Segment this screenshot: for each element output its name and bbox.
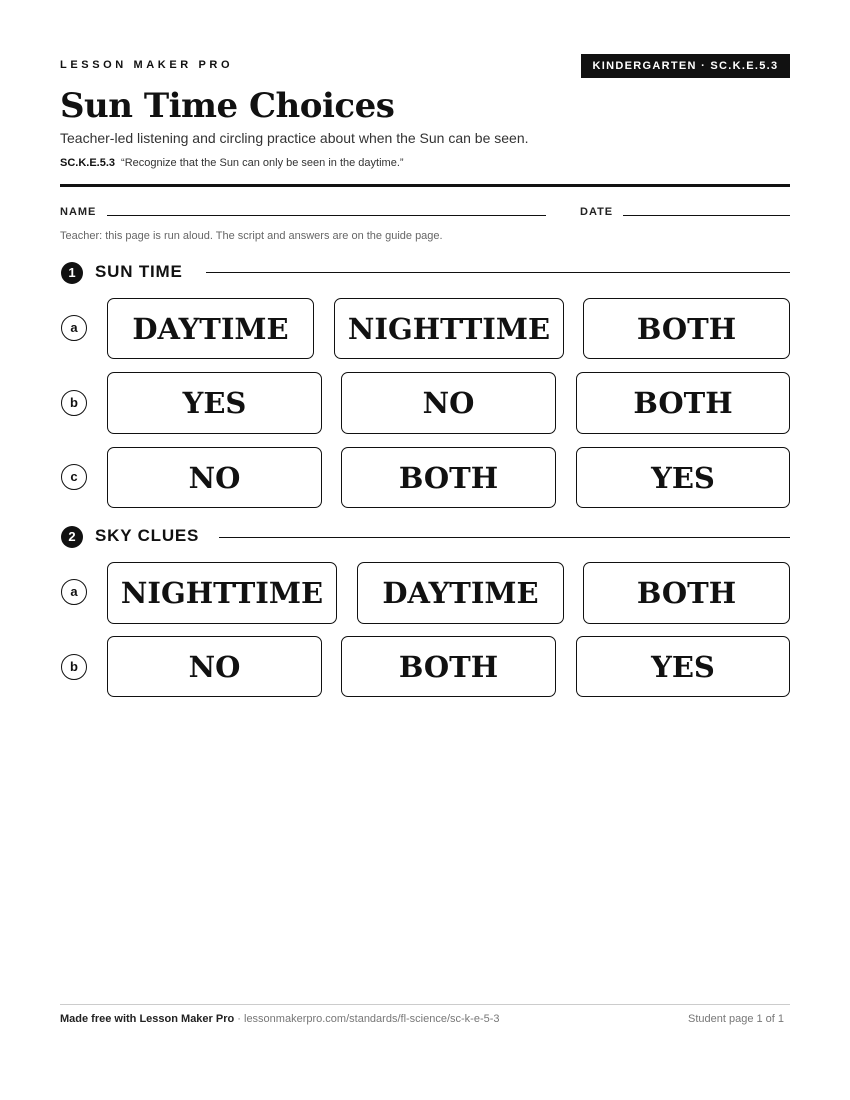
date-field[interactable] [623, 215, 790, 216]
choice-1b-2[interactable]: NO [341, 372, 556, 434]
choice-2a-1[interactable]: NIGHTTIME [107, 562, 337, 624]
footer-divider [60, 1004, 790, 1005]
footer-credit [60, 1013, 500, 1025]
section-1-title: SUN TIME [95, 262, 183, 281]
footer-url: · lessonmakerpro.com/standards/fl-science/sc-k-e-5-3 [234, 1013, 500, 1025]
date-label: DATE [580, 206, 614, 218]
footer-made-with: Made free with Lesson Maker Pro [60, 1013, 235, 1025]
section-1-number: 1 [61, 262, 83, 284]
name-field[interactable] [107, 215, 546, 216]
choice-2a-3[interactable]: BOTH [583, 562, 790, 624]
choice-1c-3[interactable]: YES [576, 447, 790, 508]
section-1-rule [206, 272, 790, 273]
section-2-rule [219, 537, 790, 538]
choice-1a-2[interactable]: NIGHTTIME [334, 298, 564, 359]
choice-1a-1[interactable]: DAYTIME [107, 298, 314, 359]
standard-code: SC.K.E.5.3 [60, 157, 116, 169]
choice-1b-3[interactable]: BOTH [576, 372, 790, 434]
row-label-2b: b [61, 654, 87, 680]
standard-text: “Recognize that the Sun can only be seen in the daytime.” [121, 157, 404, 169]
choice-2b-3[interactable]: YES [576, 636, 790, 697]
row-label-1b: b [61, 390, 87, 416]
grade-standard-badge: KINDERGARTEN · SC.K.E.5.3 [581, 54, 790, 78]
row-label-1a: a [61, 315, 87, 341]
name-label: NAME [60, 206, 97, 218]
page-title: Sun Time Choices [60, 86, 395, 126]
teacher-note: Teacher: this page is run aloud. The script and answers are on the guide page. [60, 230, 443, 242]
footer-page-number: Student page 1 of 1 [688, 1013, 785, 1025]
choice-2a-2[interactable]: DAYTIME [357, 562, 564, 624]
row-label-2a: a [61, 579, 87, 605]
choice-2b-2[interactable]: BOTH [341, 636, 556, 697]
choice-1a-3[interactable]: BOTH [583, 298, 790, 359]
choice-1b-1[interactable]: YES [107, 372, 322, 434]
choice-1c-1[interactable]: NO [107, 447, 322, 508]
section-2-number: 2 [61, 526, 83, 548]
header-divider [60, 184, 790, 187]
section-2-title: SKY CLUES [95, 526, 200, 545]
choice-2b-1[interactable]: NO [107, 636, 322, 697]
row-label-1c: c [61, 464, 87, 490]
brand-name: LESSON MAKER PRO [60, 59, 234, 71]
standard-line [60, 157, 404, 169]
page-subtitle: Teacher-led listening and circling practice about when the Sun can be seen. [60, 130, 529, 146]
choice-1c-2[interactable]: BOTH [341, 447, 556, 508]
